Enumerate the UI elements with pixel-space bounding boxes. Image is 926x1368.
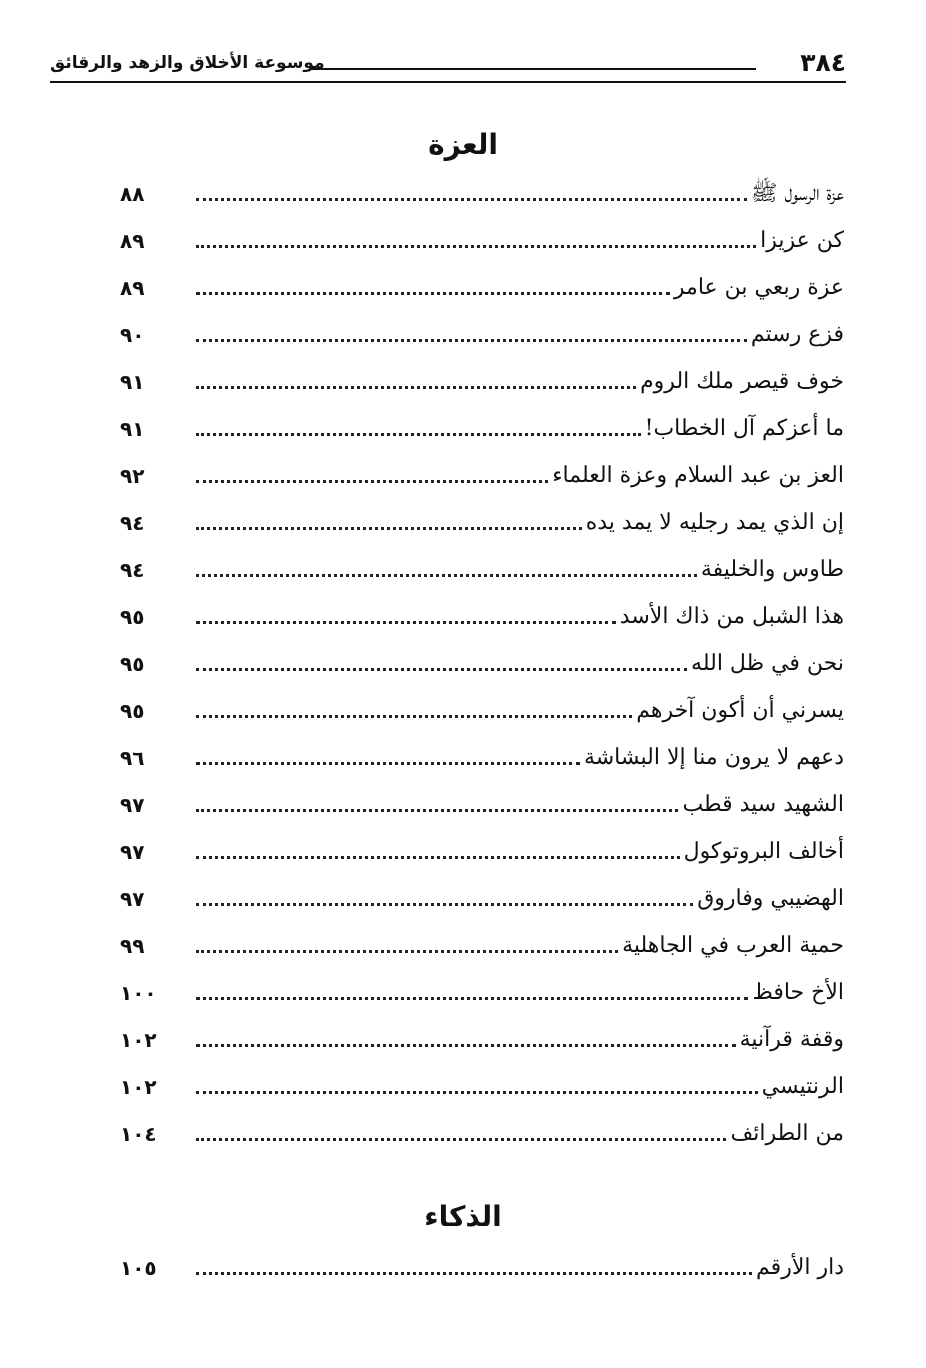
toc-entry-page: ٨٩ — [120, 229, 145, 253]
leader-dots — [196, 1272, 752, 1275]
toc-entry-page: ٩٧ — [120, 793, 145, 817]
toc-entry — [120, 264, 844, 304]
leader-dots — [196, 621, 616, 624]
toc-entry-title: إن الذي يمد رجليه لا يمد يده — [585, 510, 844, 535]
leader-dots — [196, 809, 678, 812]
toc-entry — [120, 1063, 844, 1103]
page-header — [50, 48, 846, 82]
toc-entry-title: هذا الشبل من ذاك الأسد — [619, 604, 844, 629]
toc-entry-page: ٩٤ — [120, 511, 145, 535]
toc-entry-title: العز بن عبد السلام وعزة العلماء — [552, 463, 844, 488]
header-rule — [310, 68, 756, 70]
toc-entry-title: فزع رستم — [750, 322, 844, 347]
leader-dots — [196, 480, 548, 483]
leader-dots — [196, 903, 693, 906]
toc-entry-title: الرنتيسي — [761, 1074, 844, 1099]
leader-dots — [196, 574, 697, 577]
toc-entry — [120, 170, 844, 210]
toc-entry-title: كن عزيزا — [760, 228, 844, 253]
toc-entry — [120, 217, 844, 257]
toc-entry-title: الشهيد سيد قطب — [682, 792, 844, 817]
toc-entry-title: ما أعزكم آل الخطاب! — [644, 416, 844, 441]
leader-dots — [196, 386, 636, 389]
toc-entry-page: ١٠٢ — [120, 1028, 157, 1052]
toc-entry — [120, 781, 844, 821]
toc-entry-page: ٩٠ — [120, 323, 145, 347]
toc-entry-title: الهضيبي وفاروق — [697, 886, 844, 911]
toc-entry-page: ٩٦ — [120, 746, 145, 770]
toc-entry — [120, 1244, 844, 1284]
toc-entry-title: أخالف البروتوكول — [683, 839, 844, 864]
toc-entry-page: ٩٩ — [120, 934, 145, 958]
leader-dots — [196, 433, 641, 436]
toc-entry — [120, 640, 844, 680]
toc-entry — [120, 828, 844, 868]
toc-entry-page: ٩٥ — [120, 605, 145, 629]
toc-entry-title: عزة الرسول ﷺ — [750, 181, 844, 206]
header-bottom-rule — [50, 81, 846, 83]
toc-entry-page: ١٠٠ — [120, 981, 157, 1005]
leader-dots — [196, 762, 580, 765]
leader-dots — [196, 198, 747, 201]
toc-entry — [120, 922, 844, 962]
toc-entry — [120, 593, 844, 633]
toc-entry-page: ٩٢ — [120, 464, 145, 488]
toc-entry — [120, 1016, 844, 1056]
leader-dots — [196, 668, 687, 671]
toc-entry — [120, 546, 844, 586]
toc-entry-title: حمية العرب في الجاهلية — [622, 933, 844, 958]
toc-entry-title: دار الأرقم — [756, 1255, 844, 1280]
toc-entry-title: خوف قيصر ملك الروم — [640, 369, 844, 394]
toc-entry-page: ٩٥ — [120, 699, 145, 723]
leader-dots — [196, 527, 582, 530]
toc-entry-page: ٨٨ — [120, 182, 145, 206]
leader-dots — [196, 856, 680, 859]
toc-entry-title: الأخ حافظ — [752, 980, 844, 1005]
toc-entry — [120, 1110, 844, 1150]
toc-entry-page: ١٠٢ — [120, 1075, 157, 1099]
leader-dots — [196, 997, 748, 1000]
leader-dots — [196, 1091, 758, 1094]
toc-entry — [120, 499, 844, 539]
toc-entry-title: وقفة قرآنية — [739, 1027, 844, 1052]
toc-entry-page: ١٠٤ — [120, 1122, 157, 1146]
toc-entry — [120, 405, 844, 445]
book-title: موسوعة الأخلاق والزهد والرقائق — [50, 53, 325, 73]
leader-dots — [196, 1138, 726, 1141]
toc-entry-page: ٩٥ — [120, 652, 145, 676]
toc-entry-page: ٩١ — [120, 417, 145, 441]
toc-entry-title: من الطرائف — [730, 1121, 844, 1146]
toc-entry — [120, 687, 844, 727]
toc-entry-page: ٩١ — [120, 370, 145, 394]
section-title-izza: العزة — [428, 128, 498, 161]
toc-entry-page: ٩٧ — [120, 887, 145, 911]
toc-entry — [120, 311, 844, 351]
toc-entry — [120, 452, 844, 492]
leader-dots — [196, 950, 618, 953]
leader-dots — [196, 292, 670, 295]
leader-dots — [196, 339, 747, 342]
leader-dots — [196, 715, 632, 718]
toc-entry-title: دعهم لا يرون منا إلا البشاشة — [583, 745, 844, 770]
section-title-dhakaa: الذكاء — [424, 1200, 502, 1233]
toc-entry-page: ٩٤ — [120, 558, 145, 582]
toc-entry-title: يسرني أن أكون آخرهم — [636, 698, 844, 723]
leader-dots — [196, 1044, 736, 1047]
toc-entry — [120, 734, 844, 774]
toc-entry-title: طاوس والخليفة — [700, 557, 844, 582]
leader-dots — [196, 245, 756, 248]
toc-entry-page: ٩٧ — [120, 840, 145, 864]
toc-entry — [120, 969, 844, 1009]
toc-entry-title: نحن في ظل الله — [691, 651, 844, 676]
toc-entry-title: عزة ربعي بن عامر — [673, 275, 844, 300]
toc-entry-page: ١٠٥ — [120, 1256, 157, 1280]
toc-entry — [120, 358, 844, 398]
toc-entry — [120, 875, 844, 915]
page-number: ٣٨٤ — [800, 48, 846, 77]
toc-entry-page: ٨٩ — [120, 276, 145, 300]
